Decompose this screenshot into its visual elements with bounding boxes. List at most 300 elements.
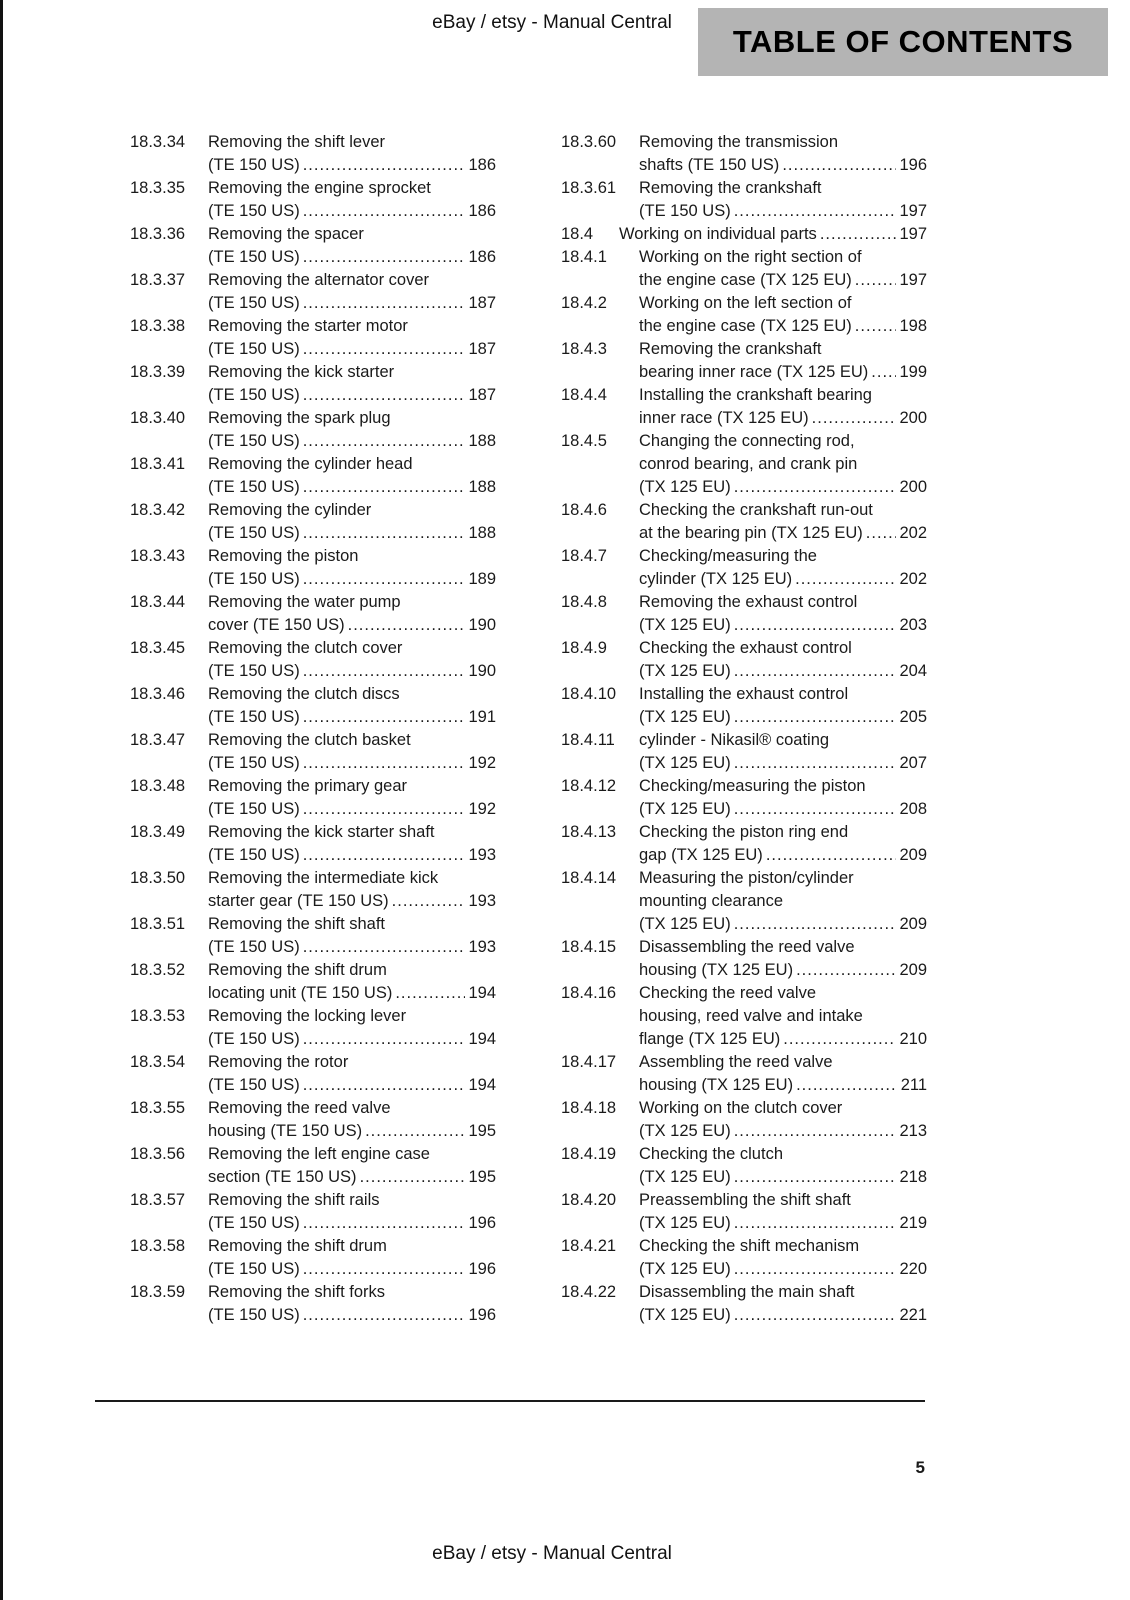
dot-leader <box>365 1120 465 1143</box>
toc-entry-title <box>208 453 496 499</box>
toc-entry-title <box>639 1281 927 1327</box>
toc-entry-title <box>208 683 496 729</box>
toc-column-left <box>130 131 496 1327</box>
toc-entry-title <box>208 1235 496 1281</box>
dot-leader <box>734 476 897 499</box>
toc-column-right <box>561 131 927 1327</box>
toc-page-number: 211 <box>900 1076 927 1094</box>
toc-entry-title <box>208 1051 496 1097</box>
toc-entry-title <box>208 913 496 959</box>
table-of-contents <box>130 131 927 1327</box>
dot-leader <box>734 1304 897 1327</box>
dot-leader <box>303 1258 466 1281</box>
dot-leader <box>782 154 896 177</box>
toc-entry-number: 18.3.39 <box>130 363 186 381</box>
toc-page-number: 187 <box>468 340 496 358</box>
toc-entry-line <box>208 1258 496 1281</box>
toc-entry-line: Removing the clutch cover <box>208 639 403 657</box>
toc-entry-number: 18.4 <box>561 225 594 243</box>
toc-page-number: 193 <box>468 892 496 910</box>
toc-entry-title <box>639 1051 927 1097</box>
toc-entry[interactable] <box>130 821 496 867</box>
toc-entry-line <box>639 1120 927 1143</box>
toc-entry-line: Removing the piston <box>208 547 359 565</box>
toc-entry-text: gap (TX 125 EU) <box>639 846 763 864</box>
toc-page-number: 220 <box>899 1260 927 1278</box>
toc-entry-line <box>208 752 496 775</box>
toc-entry-title <box>208 775 496 821</box>
dot-leader <box>303 246 466 269</box>
toc-entry[interactable] <box>561 177 927 223</box>
toc-entry[interactable] <box>561 1281 927 1327</box>
toc-entry[interactable] <box>130 269 496 315</box>
dot-leader <box>734 1212 897 1235</box>
toc-entry-line <box>208 798 496 821</box>
toc-entry[interactable] <box>130 683 496 729</box>
toc-entry-line: Removing the primary gear <box>208 777 407 795</box>
toc-entry-line <box>208 246 496 269</box>
toc-entry-line <box>639 1028 927 1051</box>
toc-page-number: 209 <box>899 961 927 979</box>
toc-entry[interactable] <box>561 131 927 177</box>
dot-leader <box>795 568 896 591</box>
toc-entry-number: 18.3.57 <box>130 1191 186 1209</box>
toc-entry[interactable] <box>130 867 496 913</box>
footer-site-label: eBay / etsy - Manual Central <box>432 1543 672 1564</box>
toc-page-number: 190 <box>468 616 496 634</box>
toc-entry-number: 18.4.10 <box>561 685 617 703</box>
toc-entry-text: section (TE 150 US) <box>208 1168 357 1186</box>
toc-entry-line: Removing the kick starter shaft <box>208 823 435 841</box>
toc-entry-text: (TE 150 US) <box>208 1076 300 1094</box>
toc-entry-title <box>208 223 496 269</box>
toc-entry-number: 18.4.7 <box>561 547 607 565</box>
toc-entry-line: Checking/measuring the <box>639 547 817 565</box>
toc-page-number: 186 <box>468 248 496 266</box>
toc-entry-line: Removing the exhaust control <box>639 593 858 611</box>
toc-entry-text: (TE 150 US) <box>208 202 300 220</box>
toc-entry-title <box>208 591 496 637</box>
toc-entry[interactable] <box>561 1051 927 1097</box>
toc-entry-line: Checking the clutch <box>639 1145 783 1163</box>
toc-entry[interactable] <box>561 499 927 545</box>
toc-entry-number: 18.4.13 <box>561 823 617 841</box>
toc-entry[interactable] <box>130 453 496 499</box>
toc-entry-line: Checking/measuring the piston <box>639 777 866 795</box>
toc-entry-line <box>208 1074 496 1097</box>
toc-entry-title <box>208 269 496 315</box>
toc-entry-title <box>639 867 927 936</box>
toc-entry-line: Removing the engine sprocket <box>208 179 431 197</box>
dot-leader <box>820 223 897 246</box>
toc-entry[interactable] <box>130 1097 496 1143</box>
toc-entry[interactable] <box>130 1051 496 1097</box>
toc-entry-text: locating unit (TE 150 US) <box>208 984 393 1002</box>
toc-entry-line <box>208 614 496 637</box>
toc-entry-number: 18.4.14 <box>561 869 617 887</box>
toc-page-number: 192 <box>468 800 496 818</box>
toc-page-number: 207 <box>899 754 927 772</box>
toc-page-number: 198 <box>899 317 927 335</box>
toc-entry-text: (TX 125 EU) <box>639 800 731 818</box>
toc-entry[interactable] <box>130 637 496 683</box>
toc-entry-line <box>639 1304 927 1327</box>
dot-leader <box>303 798 466 821</box>
toc-entry-number: 18.4.20 <box>561 1191 617 1209</box>
toc-entry-line <box>639 660 927 683</box>
toc-entry-number: 18.3.38 <box>130 317 186 335</box>
toc-entry-number: 18.4.11 <box>561 731 615 749</box>
dot-leader <box>303 292 466 315</box>
toc-entry-number: 18.3.58 <box>130 1237 186 1255</box>
dot-leader <box>855 269 897 292</box>
toc-entry-title <box>208 499 496 545</box>
toc-entry-line: Checking the piston ring end <box>639 823 849 841</box>
toc-page-number: 219 <box>899 1214 927 1232</box>
dot-leader <box>303 384 466 407</box>
toc-entry-title <box>639 131 927 177</box>
dot-leader <box>303 752 466 775</box>
toc-entry-number: 18.3.51 <box>130 915 186 933</box>
dot-leader <box>360 1166 466 1189</box>
toc-entry-line <box>208 660 496 683</box>
toc-entry-text: (TX 125 EU) <box>639 662 731 680</box>
header-site-label: eBay / etsy - Manual Central <box>432 12 672 33</box>
toc-entry-line: Removing the cylinder head <box>208 455 413 473</box>
toc-entry-text: (TE 150 US) <box>208 1214 300 1232</box>
toc-entry[interactable] <box>130 499 496 545</box>
toc-entry[interactable] <box>130 177 496 223</box>
toc-entry-line: Measuring the piston/cylinder <box>639 869 854 887</box>
toc-entry-line <box>639 1212 927 1235</box>
toc-entry-title <box>639 338 927 384</box>
toc-entry-text: (TX 125 EU) <box>639 1306 731 1324</box>
toc-entry[interactable] <box>130 1235 496 1281</box>
toc-entry-text: housing (TE 150 US) <box>208 1122 363 1140</box>
dot-leader <box>734 1166 897 1189</box>
toc-page-number: 189 <box>468 570 496 588</box>
toc-entry-line: Removing the shift rails <box>208 1191 380 1209</box>
toc-entry[interactable] <box>130 361 496 407</box>
toc-entry[interactable] <box>130 1005 496 1051</box>
toc-entry-text: (TE 150 US) <box>208 938 300 956</box>
toc-entry[interactable] <box>561 1235 927 1281</box>
toc-entry-title <box>639 729 927 775</box>
toc-entry[interactable] <box>561 384 927 430</box>
toc-entry-text: (TE 150 US) <box>208 800 300 818</box>
toc-entry-number: 18.4.17 <box>561 1053 617 1071</box>
toc-entry[interactable] <box>130 729 496 775</box>
dot-leader <box>303 844 466 867</box>
toc-entry-line: Removing the starter motor <box>208 317 408 335</box>
toc-entry-line: cylinder - Nikasil® coating <box>639 731 830 749</box>
toc-entry-number: 18.3.55 <box>130 1099 186 1117</box>
toc-entry-text: (TE 150 US) <box>208 1030 300 1048</box>
toc-entry-number: 18.3.36 <box>130 225 186 243</box>
toc-entry-line: Checking the crankshaft run-out <box>639 501 873 519</box>
toc-entry[interactable] <box>561 246 927 292</box>
dot-leader <box>303 154 466 177</box>
toc-entry-text: (TE 150 US) <box>208 1260 300 1278</box>
toc-entry[interactable] <box>561 1097 927 1143</box>
dot-leader <box>395 982 465 1005</box>
toc-entry-line <box>639 1166 927 1189</box>
toc-entry[interactable] <box>561 637 927 683</box>
toc-entry-title <box>639 591 927 637</box>
toc-entry-line <box>639 798 927 821</box>
toc-entry-line <box>208 384 496 407</box>
toc-entry-text: (TX 125 EU) <box>639 1260 731 1278</box>
toc-entry-title <box>208 1281 496 1327</box>
toc-entry-title <box>208 729 496 775</box>
toc-entry-number: 18.3.45 <box>130 639 186 657</box>
toc-entry-line <box>208 1166 496 1189</box>
toc-entry[interactable] <box>130 591 496 637</box>
toc-entry[interactable] <box>561 775 927 821</box>
toc-page-number: 192 <box>468 754 496 772</box>
toc-entry-number: 18.3.53 <box>130 1007 186 1025</box>
toc-entry-title <box>208 361 496 407</box>
toc-entry-line <box>639 1258 927 1281</box>
toc-page-number: 202 <box>899 570 927 588</box>
toc-entry-line <box>208 1028 496 1051</box>
toc-entry[interactable] <box>561 430 927 499</box>
toc-page-number: 188 <box>468 524 496 542</box>
dot-leader <box>303 1304 466 1327</box>
dot-leader <box>734 200 897 223</box>
toc-entry-text: (TE 150 US) <box>639 202 731 220</box>
toc-entry-text: (TE 150 US) <box>208 570 300 588</box>
toc-entry-line: Removing the crankshaft <box>639 179 822 197</box>
toc-entry-title <box>208 821 496 867</box>
toc-entry-text: (TE 150 US) <box>208 156 300 174</box>
toc-entry-number: 18.3.40 <box>130 409 186 427</box>
toc-page-number: 195 <box>468 1122 496 1140</box>
dot-leader <box>734 1258 897 1281</box>
toc-entry-line: conrod bearing, and crank pin <box>639 455 858 473</box>
toc-entry-title <box>639 430 927 499</box>
toc-page-number: 200 <box>899 478 927 496</box>
toc-page-number: 191 <box>468 708 496 726</box>
toc-entry[interactable] <box>561 729 927 775</box>
toc-entry-number: 18.3.37 <box>130 271 186 289</box>
dot-leader <box>303 936 466 959</box>
toc-entry-number: 18.3.54 <box>130 1053 186 1071</box>
toc-entry-line: Checking the reed valve <box>639 984 817 1002</box>
toc-page-number: 196 <box>468 1306 496 1324</box>
toc-entry-line: Working on the clutch cover <box>639 1099 843 1117</box>
toc-entry-title <box>639 1097 927 1143</box>
toc-entry[interactable] <box>561 683 927 729</box>
toc-entry[interactable] <box>130 1281 496 1327</box>
toc-entry-line <box>208 844 496 867</box>
toc-page-number: 194 <box>468 984 496 1002</box>
toc-entry-number: 18.4.16 <box>561 984 617 1002</box>
dot-leader <box>303 522 466 545</box>
toc-entry-title <box>639 292 927 338</box>
dot-leader <box>812 407 897 430</box>
toc-entry-line: Removing the clutch basket <box>208 731 411 749</box>
toc-page-number: 193 <box>468 938 496 956</box>
scan-edge-line <box>0 0 3 1600</box>
toc-entry-number: 18.3.50 <box>130 869 186 887</box>
toc-entry[interactable] <box>130 1143 496 1189</box>
toc-entry-title <box>639 246 927 292</box>
toc-entry-text: (TX 125 EU) <box>639 1214 731 1232</box>
toc-entry-title <box>208 545 496 591</box>
toc-entry-text: the engine case (TX 125 EU) <box>639 317 852 335</box>
toc-entry-title <box>639 821 927 867</box>
toc-entry[interactable] <box>130 131 496 177</box>
toc-entry-number: 18.3.44 <box>130 593 186 611</box>
toc-page-number: 199 <box>899 363 927 381</box>
toc-entry-number: 18.4.9 <box>561 639 607 657</box>
toc-entry-text: inner race (TX 125 EU) <box>639 409 809 427</box>
toc-entry-line: Removing the left engine case <box>208 1145 430 1163</box>
toc-entry[interactable] <box>561 338 927 384</box>
toc-entry-text: (TE 150 US) <box>208 432 300 450</box>
toc-entry-line <box>208 890 496 913</box>
toc-entry-text: bearing inner race (TX 125 EU) <box>639 363 869 381</box>
toc-entry-title <box>639 637 927 683</box>
toc-entry[interactable] <box>561 982 927 1051</box>
dot-leader <box>734 752 897 775</box>
toc-entry-number: 18.4.2 <box>561 294 607 312</box>
dot-leader <box>303 568 466 591</box>
toc-entry-line <box>208 1212 496 1235</box>
toc-entry[interactable] <box>130 223 496 269</box>
toc-page-number: 196 <box>899 156 927 174</box>
toc-page-number: 200 <box>899 409 927 427</box>
toc-entry-number: 18.3.49 <box>130 823 186 841</box>
toc-entry[interactable] <box>561 591 927 637</box>
toc-entry-line: Removing the transmission <box>639 133 838 151</box>
toc-entry[interactable] <box>130 407 496 453</box>
toc-entry-title <box>208 1097 496 1143</box>
toc-entry[interactable] <box>561 545 927 591</box>
toc-page-number: 196 <box>468 1214 496 1232</box>
dot-leader <box>796 959 896 982</box>
toc-entry-number: 18.4.19 <box>561 1145 617 1163</box>
toc-entry-line <box>639 269 927 292</box>
toc-entry-line: Removing the alternator cover <box>208 271 430 289</box>
toc-entry-line <box>639 476 927 499</box>
toc-entry-line: Removing the spacer <box>208 225 364 243</box>
toc-entry-line <box>208 200 496 223</box>
toc-entry-title <box>639 936 927 982</box>
toc-entry-number: 18.4.21 <box>561 1237 617 1255</box>
dot-leader <box>734 913 897 936</box>
toc-entry[interactable] <box>130 775 496 821</box>
dot-leader <box>855 315 897 338</box>
toc-entry-title <box>639 1143 927 1189</box>
dot-leader <box>783 1028 896 1051</box>
toc-entry-number: 18.3.47 <box>130 731 186 749</box>
toc-entry-number: 18.3.48 <box>130 777 186 795</box>
toc-entry-title <box>639 1235 927 1281</box>
toc-entry[interactable] <box>130 545 496 591</box>
toc-entry-title <box>208 637 496 683</box>
toc-entry-number: 18.4.15 <box>561 938 617 956</box>
toc-entry-title <box>639 1189 927 1235</box>
toc-entry-text: cylinder (TX 125 EU) <box>639 570 793 588</box>
toc-entry-line <box>639 614 927 637</box>
toc-entry-line: Removing the shift shaft <box>208 915 386 933</box>
toc-entry-line <box>208 1120 496 1143</box>
toc-page-number: 205 <box>899 708 927 726</box>
toc-entry-number: 18.3.43 <box>130 547 186 565</box>
toc-entry-line <box>639 844 927 867</box>
toc-entry-text: housing (TX 125 EU) <box>639 1076 794 1094</box>
toc-entry-line <box>639 752 927 775</box>
toc-entry-line <box>208 936 496 959</box>
toc-entry-title <box>639 982 927 1051</box>
toc-entry-text: the engine case (TX 125 EU) <box>639 271 852 289</box>
dot-leader <box>303 476 466 499</box>
toc-entry[interactable] <box>561 1143 927 1189</box>
toc-entry-title <box>208 131 496 177</box>
toc-entry-text: (TE 150 US) <box>208 478 300 496</box>
toc-page-number: 209 <box>899 915 927 933</box>
toc-page-number: 197 <box>899 202 927 220</box>
toc-entry[interactable] <box>561 936 927 982</box>
toc-page-number: 203 <box>899 616 927 634</box>
dot-leader <box>303 338 466 361</box>
toc-entry-title <box>208 1189 496 1235</box>
toc-page-number: 187 <box>468 386 496 404</box>
toc-entry-line <box>208 430 496 453</box>
toc-entry-line: Removing the shift forks <box>208 1283 385 1301</box>
toc-entry-number: 18.4.3 <box>561 340 607 358</box>
toc-entry-line <box>208 476 496 499</box>
toc-page-number: 186 <box>468 202 496 220</box>
toc-entry[interactable] <box>561 292 927 338</box>
toc-page-number: 196 <box>468 1260 496 1278</box>
toc-entry-number: 18.4.8 <box>561 593 607 611</box>
toc-entry-line: Checking the exhaust control <box>639 639 852 657</box>
dot-leader <box>303 200 466 223</box>
toc-entry-text: (TE 150 US) <box>208 662 300 680</box>
toc-page-number: 197 <box>899 225 927 243</box>
toc-entry-text: at the bearing pin (TX 125 EU) <box>639 524 863 542</box>
toc-entry[interactable] <box>561 1189 927 1235</box>
page-number: 5 <box>915 1458 925 1477</box>
toc-entry-line: Disassembling the reed valve <box>639 938 855 956</box>
toc-entry-text: (TE 150 US) <box>208 846 300 864</box>
toc-entry[interactable] <box>561 223 927 246</box>
toc-entry[interactable] <box>130 315 496 361</box>
toc-entry-line <box>208 522 496 545</box>
toc-entry-number: 18.4.5 <box>561 432 607 450</box>
toc-entry-line: Removing the reed valve <box>208 1099 391 1117</box>
toc-entry-line <box>639 959 927 982</box>
toc-entry-number: 18.3.61 <box>561 179 617 197</box>
toc-entry-number: 18.3.35 <box>130 179 186 197</box>
dot-leader <box>303 660 466 683</box>
toc-entry-title <box>208 177 496 223</box>
toc-entry-number: 18.3.42 <box>130 501 186 519</box>
toc-entry-number: 18.4.1 <box>561 248 607 266</box>
toc-entry-line <box>639 568 927 591</box>
toc-entry[interactable] <box>561 821 927 867</box>
toc-entry[interactable] <box>130 1189 496 1235</box>
toc-entry-title <box>208 959 496 1005</box>
toc-entry[interactable] <box>130 959 496 1005</box>
toc-entry[interactable] <box>130 913 496 959</box>
toc-entry[interactable] <box>561 867 927 936</box>
toc-entry-line <box>208 1304 496 1327</box>
toc-page-number: 194 <box>468 1030 496 1048</box>
